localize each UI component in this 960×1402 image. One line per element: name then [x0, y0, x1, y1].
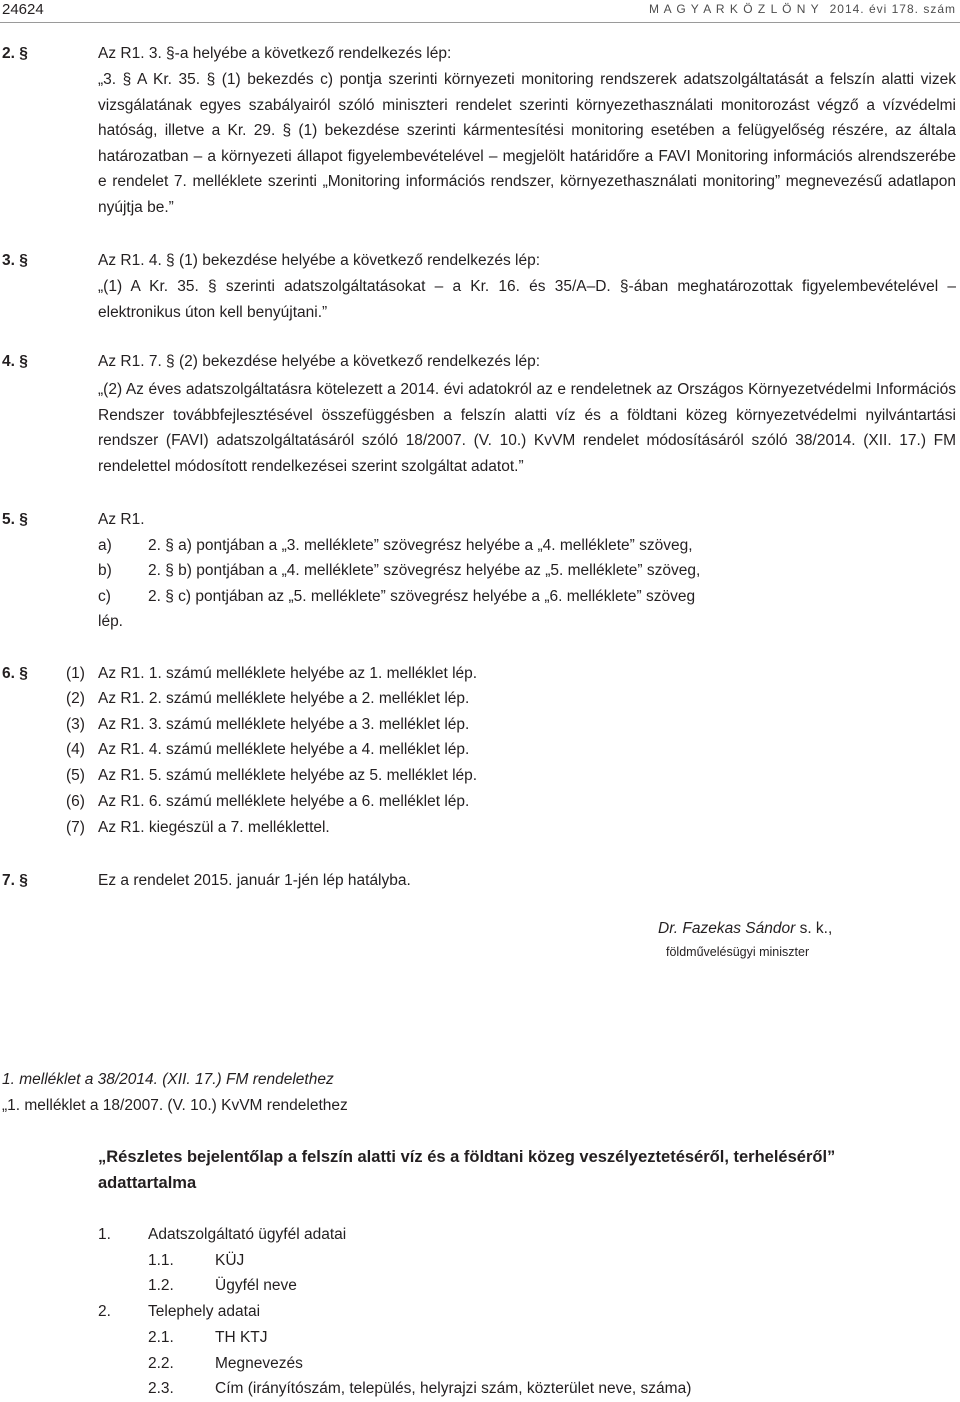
- section-2-number: 2. §: [2, 45, 28, 62]
- journal-issue: 2014. évi 178. szám: [829, 2, 956, 16]
- section-6-item-label: (3): [66, 716, 85, 733]
- annex-heading: 1. melléklet a 38/2014. (XII. 17.) FM rendelethez: [2, 1071, 334, 1088]
- journal-name: M A G Y A R K Ö Z L Ö N Y: [648, 2, 820, 16]
- section-5-item-text: 2. § a) pontjában a „3. melléklete” szövegrész helyébe a „4. melléklete” szöveg,: [148, 537, 693, 554]
- section-5-item-label: b): [98, 562, 112, 579]
- section-5-item-text: 2. § b) pontjában a „4. melléklete” szövegrész helyébe az „5. melléklete” szöveg,: [148, 562, 701, 579]
- annex-list-text: Adatszolgáltató ügyfél adatai: [148, 1226, 347, 1243]
- annex-list-text: KÜJ: [215, 1252, 245, 1269]
- annex-list-number: 1.: [98, 1226, 111, 1243]
- annex-list-text: Cím (irányítószám, település, helyrajzi szám, közterület neve, száma): [215, 1380, 692, 1397]
- section-7-text: Ez a rendelet 2015. január 1-jén lép hatályba.: [98, 872, 411, 889]
- section-5-item-label: c): [98, 588, 111, 605]
- annex-list-number: 1.1.: [148, 1252, 174, 1269]
- section-5-number: 5. §: [2, 511, 28, 528]
- section-5-closing: lép.: [98, 613, 123, 630]
- section-6-item-text: Az R1. 2. számú melléklete helyébe a 2. melléklet lép.: [98, 690, 470, 707]
- section-6-item-text: Az R1. 6. számú melléklete helyébe a 6. melléklet lép.: [98, 793, 470, 810]
- section-4-body: „(2) Az éves adatszolgáltatásra kötelezett a 2014. évi adatokról az e rendeletnek az Országos Környezetvédelmi Információs Rendszer továbbfejlesztésével összefüggésben a felszín alatti víz és a földtani közeg környezetvédelmi nyilvántartási rendszer (FAVI) adatszolgáltatásáról szóló 18/2007. (V. 10.) KvVM rendelet módosításáról szóló 38/2014. (XII. 17.) FM rendelettel módosított rendelkezései szerint szolgáltat adatot.”: [98, 381, 956, 475]
- section-6-item-text: Az R1. kiegészül a 7. melléklettel.: [98, 819, 330, 836]
- section-3-intro: Az R1. 4. § (1) bekezdése helyébe a következő rendelkezés lép:: [98, 252, 541, 269]
- section-6-number: 6. §: [2, 665, 28, 682]
- section-4-intro: Az R1. 7. § (2) bekezdése helyébe a következő rendelkezés lép:: [98, 353, 541, 370]
- section-6-item-text: Az R1. 3. számú melléklete helyébe a 3. melléklet lép.: [98, 716, 470, 733]
- page-number: 24624: [2, 1, 44, 18]
- section-6-item-label: (7): [66, 819, 85, 836]
- annex-list-text: Telephely adatai: [148, 1303, 261, 1320]
- section-5-item-label: a): [98, 537, 112, 554]
- section-2-body: „3. § A Kr. 35. § (1) bekezdés c) pontja szerinti környezeti monitoring rendszerek adatszolgáltatását a felszín alatti vizek vizsgálatának egyes szabályairól szóló miniszteri rendelet szerinti környezethasználati monitorozást végző a vízvédelmi hatóság, illetve a Kr. 29. § (1) bekezdése szerinti kármentesítési monitoring esetében a felügyelőség részére, az általa határozatban – a környezeti állapot figyelembevételével – megjelölt határidőre a FAVI Monitoring információs alrendszerébe e rendelet 7. melléklete szerinti „Monitoring információs rendszer, környezethasználati monitoring” megnevezésű adatlapon nyújtja be.”: [98, 71, 956, 216]
- section-6-item-label: (2): [66, 690, 85, 707]
- annex-list-number: 1.2.: [148, 1277, 174, 1294]
- annex-list-number: 2.1.: [148, 1329, 174, 1346]
- annex-list-text: Megnevezés: [215, 1355, 303, 1372]
- section-6-item-text: Az R1. 4. számú melléklete helyébe a 4. melléklet lép.: [98, 741, 470, 758]
- signature-role: földművelésügyi miniszter: [666, 945, 810, 959]
- signature-line: [658, 920, 832, 938]
- section-5-item-text: 2. § c) pontjában az „5. melléklete” szövegrész helyébe a „6. melléklete” szöveg: [148, 588, 696, 605]
- annex-list-number: 2.: [98, 1303, 111, 1320]
- section-6-item-label: (1): [66, 665, 85, 682]
- annex-list-text: TH KTJ: [215, 1329, 268, 1346]
- annex-list-text: Ügyfél neve: [215, 1277, 297, 1294]
- signature-name: Dr. Fazekas Sándor: [658, 920, 796, 937]
- annex-list-number: 2.2.: [148, 1355, 174, 1372]
- section-6-item-text: Az R1. 5. számú melléklete helyébe az 5. melléklet lép.: [98, 767, 478, 784]
- section-5-intro: Az R1.: [98, 511, 145, 528]
- section-2-intro: Az R1. 3. §-a helyébe a következő rendelkezés lép:: [98, 45, 452, 62]
- section-6-item-label: (4): [66, 741, 85, 758]
- annex-title: „Részletes bejelentőlap a felszín alatti víz és a földtani közeg veszélyeztetéséről, terheléséről” adattartalma: [98, 1148, 836, 1192]
- section-3-body: „(1) A Kr. 35. § szerinti adatszolgáltatásokat – a Kr. 16. és 35/A–D. §-ában meghatározottak figyelembevételével – elektronikus úton kell benyújtani.”: [98, 278, 956, 321]
- section-3-number: 3. §: [2, 252, 28, 269]
- section-4-number: 4. §: [2, 353, 28, 370]
- journal-title: [649, 2, 956, 16]
- page-header: [0, 0, 960, 23]
- annex-list-number: 2.3.: [148, 1380, 174, 1397]
- section-6-item-label: (6): [66, 793, 85, 810]
- section-6-item-label: (5): [66, 767, 85, 784]
- section-7-number: 7. §: [2, 872, 28, 889]
- section-6-item-text: Az R1. 1. számú melléklete helyébe az 1. melléklet lép.: [98, 665, 478, 682]
- annex-subheading: „1. melléklet a 18/2007. (V. 10.) KvVM rendelethez: [2, 1097, 348, 1114]
- signature-suffix: s. k.,: [795, 920, 833, 937]
